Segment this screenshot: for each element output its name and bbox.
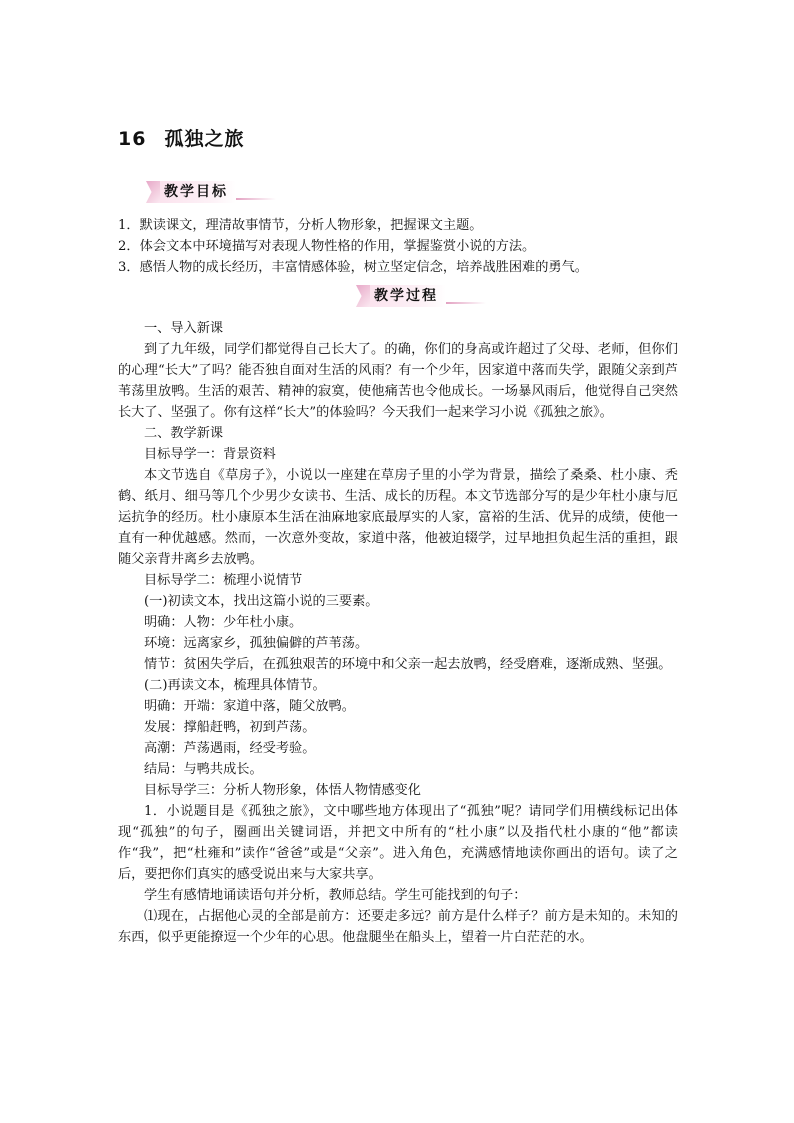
objectives-list (118, 215, 678, 278)
paragraph: 二、教学新课 (144, 426, 224, 441)
paragraph: 目标导学三：分析人物形象，体悟人物情感变化 (144, 783, 421, 798)
paragraph: 学生有感情地诵读语句并分析，教师总结。学生可能找到的句子： (144, 888, 527, 903)
paragraph: 明确：开端：家道中落，随父放鸭。 (144, 699, 355, 714)
paragraph: 高潮：芦荡遇雨，经受考验。 (144, 741, 316, 756)
paragraph: 明确：人物：少年杜小康。 (144, 615, 303, 630)
paragraph: 环境：远离家乡，孤独偏僻的芦苇荡。 (144, 636, 369, 651)
paragraph: 1．小说题目是《孤独之旅》，文中哪些地方体现出了“孤独”呢？请同学们用横线标记出体现“孤独”的句子，圈画出关键词语，并把文中所有的“杜小康”以及指代杜小康的“他”都读作“我”，把“杜雍和”读作“爸爸”或是“父亲”。进入角色，充满感情地读你画出的语句。读了之后，要把你们真实的感受说出来与大家共享。 (118, 804, 678, 882)
lesson-number: 16 (118, 128, 147, 150)
paragraph: 一、导入新课 (144, 321, 224, 336)
paragraph: 目标导学一：背景资料 (144, 447, 276, 462)
paragraph: ⑴现在，占据他心灵的全部是前方：还要走多远？前方是什么样子？前方是未知的。未知的东西，似乎更能撩逗一个少年的心思。他盘腿坐在船头上，望着一片白茫茫的水。 (118, 909, 678, 945)
lesson-title-text: 孤独之旅 (164, 128, 245, 150)
objective-item: 1．默读课文，理清故事情节，分析人物形象，把握课文主题。 (118, 218, 483, 233)
paragraph: 结局：与鸭共成长。 (144, 762, 263, 777)
paragraph: 本文节选自《草房子》，小说以一座建在草房子里的小学为背景，描绘了桑桑、杜小康、秃鹤、纸月、细马等几个少男少女读书、生活、成长的历程。本文节选部分写的是少年杜小康与厄运抗争的经历。杜小康原本生活在油麻地家底最厚实的人家，富裕的生活、优异的成绩，使他一直有一种优越感。然而，一次意外变故，家道中落，他被迫辍学，过早地担负起生活的重担，跟随父亲背井离乡去放鸭。 (118, 468, 678, 567)
paragraph: (二)再读文本，梳理具体情节。 (144, 678, 326, 693)
process-body (118, 318, 678, 948)
objective-item: 2．体会文本中环境描写对表现人物性格的作用，掌握鉴赏小说的方法。 (118, 239, 536, 254)
paragraph: (一)初读文本，找出这篇小说的三要素。 (144, 594, 379, 609)
process-banner (356, 285, 486, 307)
banner-divider (446, 302, 486, 304)
banner-tab-icon (356, 285, 370, 307)
objective-item: 3．感悟人物的成长经历，丰富情感体验，树立坚定信念，培养战胜困难的勇气。 (118, 260, 588, 275)
paragraph: 到了九年级，同学们都觉得自己长大了。的确，你们的身高或许超过了父母、老师，但你们的心理“长大”了吗？能否独自面对生活的风雨？有一个少年，因家道中落而失学，跟随父亲到芦苇荡里放鸭。生活的艰苦、精神的寂寞，使他痛苦也令他成长。一场暴风雨后，他觉得自己突然长大了、坚强了。你有这样“长大”的体验吗？今天我们一起来学习小说《孤独之旅》。 (118, 342, 678, 420)
lesson-title (118, 124, 244, 151)
paragraph: 发展：撑船赶鸭，初到芦荡。 (144, 720, 316, 735)
process-heading: 教学过程 (370, 285, 446, 307)
paragraph: 情节：贫困失学后，在孤独艰苦的环境中和父亲一起去放鸭，经受磨难，逐渐成熟、坚强。 (144, 657, 672, 672)
banner-divider (236, 198, 276, 200)
objectives-heading: 教学目标 (160, 181, 236, 203)
objectives-banner (146, 181, 276, 203)
banner-tab-icon (146, 181, 160, 203)
paragraph: 目标导学二：梳理小说情节 (144, 573, 303, 588)
